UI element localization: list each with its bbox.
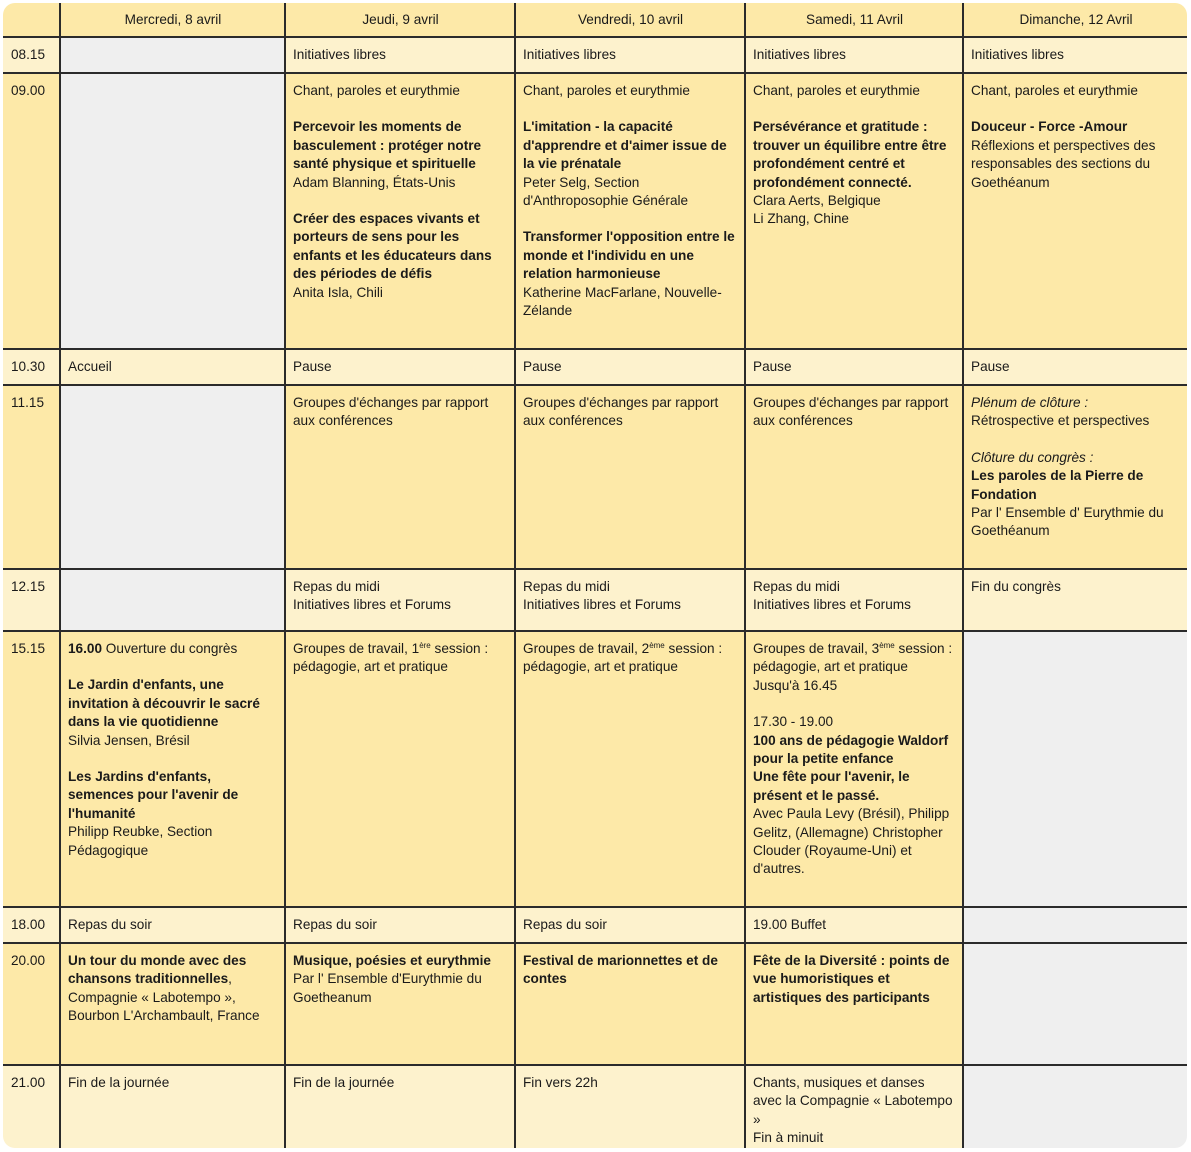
schedule-cell xyxy=(60,631,285,907)
schedule-cell: Groupes d'échanges par rapport aux conférences xyxy=(285,385,515,569)
schedule-cell: Fin vers 22h xyxy=(515,1065,745,1148)
empty-cell xyxy=(963,943,1187,1065)
end-time: Fin à minuit xyxy=(753,1130,824,1146)
speaker: Adam Blanning, États-Unis xyxy=(293,174,456,190)
schedule-cell xyxy=(963,73,1187,349)
schedule-cell: Repas du soir xyxy=(60,907,285,943)
session-title: Chant, paroles et eurythmie xyxy=(293,83,460,98)
empty-cell xyxy=(60,73,285,349)
event-title: Un tour du monde avec des chansons traditionnelles xyxy=(68,953,247,987)
empty-cell xyxy=(963,1065,1187,1148)
lecture-title: Créer des espaces vivants et porteurs de sens pour les enfants et les éducateurs dans des périodes de défis xyxy=(293,211,492,282)
workgroup-label: Groupes de travail, 1 xyxy=(293,641,420,656)
session-description: Rétrospective et perspectives xyxy=(971,413,1150,429)
lecture-title: Le Jardin d'enfants, une invitation à découvrir le sacré dans la vie quotidienne xyxy=(68,677,260,730)
speaker: Silvia Jensen, Brésil xyxy=(68,732,190,748)
time-cell: 12.15 xyxy=(3,569,60,631)
schedule-frame xyxy=(3,3,1187,1148)
event-title: Chants, musiques et danses avec la Compagnie « Labotempo » xyxy=(753,1075,953,1127)
table-row xyxy=(3,569,1187,631)
speaker: Li Zhang, Chine xyxy=(753,211,849,227)
performer: Par l' Ensemble d' Eurythmie du Goethéanum xyxy=(971,505,1164,539)
event-subtitle: Une fête pour l'avenir, le présent et le passé. xyxy=(753,769,910,803)
session-title: Chant, paroles et eurythmie xyxy=(523,83,690,98)
schedule-cell: Fin du congrès xyxy=(963,569,1187,631)
time-cell: 18.00 xyxy=(3,907,60,943)
time-cell: 20.00 xyxy=(3,943,60,1065)
event-title: Festival de marionnettes et de contes xyxy=(523,953,718,987)
ordinal-suffix: ème xyxy=(649,641,665,650)
session-label: Plénum de clôture : xyxy=(971,395,1089,410)
session-label: Clôture du congrès : xyxy=(971,449,1094,465)
cell-line: Repas du midi xyxy=(523,579,610,594)
workgroup-label: session : pédagogie, art et pratique xyxy=(293,641,489,675)
workgroup-label: session : pédagogie, art et pratique xyxy=(753,641,953,675)
speaker: Réflexions et perspectives des responsables des sections du Goethéanum xyxy=(971,137,1156,190)
header-row xyxy=(3,3,1187,37)
speaker: Anita Isla, Chili xyxy=(293,284,383,300)
empty-cell xyxy=(963,631,1187,907)
session-title: Chant, paroles et eurythmie xyxy=(753,83,920,98)
schedule-cell: Initiatives libres xyxy=(515,37,745,73)
lecture-title: Transformer l'opposition entre le monde et l'individu en une relation harmonieuse xyxy=(523,229,735,282)
schedule-cell: Initiatives libres xyxy=(745,37,963,73)
day-header-wednesday: Mercredi, 8 avril xyxy=(60,3,285,37)
performer: Par l' Ensemble d'Eurythmie du Goetheanum xyxy=(293,971,482,1005)
time-cell: 11.15 xyxy=(3,385,60,569)
schedule-cell xyxy=(745,631,963,907)
workgroup-label: Groupes de travail, 3 xyxy=(753,641,880,656)
schedule-cell: Initiatives libres xyxy=(285,37,515,73)
schedule-cell xyxy=(285,73,515,349)
empty-cell xyxy=(60,385,285,569)
cell-line: Initiatives libres et Forums xyxy=(753,597,911,613)
session-title: Chant, paroles et eurythmie xyxy=(971,83,1138,98)
schedule-cell: Fin de la journée xyxy=(60,1065,285,1148)
cell-line: Initiatives libres et Forums xyxy=(523,597,681,613)
schedule-cell: Groupes d'échanges par rapport aux conférences xyxy=(515,385,745,569)
schedule-cell: Accueil xyxy=(60,349,285,385)
schedule-cell: Repas du soir xyxy=(515,907,745,943)
table-row xyxy=(3,1065,1187,1148)
participants: Avec Paula Levy (Brésil), Philipp Gelitz, (Allemagne) Christopher Clouder (Royaume-Uni) et d'autres. xyxy=(753,806,950,877)
lecture-title: Douceur - Force -Amour xyxy=(971,119,1128,135)
schedule-cell xyxy=(60,943,285,1065)
event-title: Fête de la Diversité : points de vue humoristiques et artistiques des participants xyxy=(753,953,950,1005)
empty-cell xyxy=(963,907,1187,943)
schedule-cell: Groupes d'échanges par rapport aux conférences xyxy=(745,385,963,569)
lecture-title: L'imitation - la capacité d'apprendre et d'aimer issue de la vie prénatale xyxy=(523,119,727,172)
start-time: 16.00 xyxy=(68,641,103,656)
time-cell: 21.00 xyxy=(3,1065,60,1148)
table-row xyxy=(3,907,1187,943)
cell-line: Repas du midi xyxy=(753,579,840,594)
schedule-cell xyxy=(515,569,745,631)
table-row xyxy=(3,73,1187,349)
table-row xyxy=(3,631,1187,907)
speaker: Katherine MacFarlane, Nouvelle-Zélande xyxy=(523,284,722,319)
day-header-saturday: Samedi, 11 Avril xyxy=(745,3,963,37)
speaker: Philipp Reubke, Section Pédagogique xyxy=(68,824,213,858)
schedule-cell: Pause xyxy=(515,349,745,385)
table-row xyxy=(3,943,1187,1065)
schedule-cell xyxy=(745,943,963,1065)
cell-line: Initiatives libres et Forums xyxy=(293,597,451,613)
header-corner xyxy=(3,3,60,37)
time-cell: 08.15 xyxy=(3,37,60,73)
opening-label: Ouverture du congrès xyxy=(102,641,238,656)
lecture-title: Persévérance et gratitude : trouver un équilibre entre être profondément centré et profondément connecté. xyxy=(753,119,947,190)
time-cell: 09.00 xyxy=(3,73,60,349)
event-title: Musique, poésies et eurythmie xyxy=(293,953,491,968)
time-cell: 10.30 xyxy=(3,349,60,385)
schedule-cell xyxy=(285,569,515,631)
time-range: 17.30 - 19.00 xyxy=(753,714,834,730)
workgroup-label: session : pédagogie, art et pratique xyxy=(523,641,723,675)
schedule-cell xyxy=(515,631,745,907)
schedule-cell: Pause xyxy=(745,349,963,385)
cell-line: Repas du midi xyxy=(293,579,380,594)
day-header-friday: Vendredi, 10 avril xyxy=(515,3,745,37)
until-time: Jusqu'à 16.45 xyxy=(753,677,838,693)
speaker: Peter Selg, Section d'Anthroposophie Générale xyxy=(523,174,689,209)
table-row xyxy=(3,37,1187,73)
schedule-cell xyxy=(963,385,1187,569)
schedule-cell xyxy=(745,73,963,349)
ordinal-suffix: ère xyxy=(419,641,431,650)
schedule-cell xyxy=(515,943,745,1065)
event-title: 100 ans de pédagogie Waldorf pour la petite enfance xyxy=(753,732,949,767)
empty-cell xyxy=(60,569,285,631)
workgroup-label: Groupes de travail, 2 xyxy=(523,641,650,656)
session-title: Les paroles de la Pierre de Fondation xyxy=(971,468,1144,502)
table-row xyxy=(3,385,1187,569)
schedule-cell xyxy=(285,631,515,907)
table-row xyxy=(3,349,1187,385)
performer: Compagnie « Labotempo », Bourbon L'Archambault, France xyxy=(68,989,260,1024)
schedule-cell xyxy=(745,1065,963,1148)
schedule-cell xyxy=(745,569,963,631)
schedule-cell xyxy=(515,73,745,349)
lecture-title: Percevoir les moments de basculement : protéger notre santé physique et spirituelle xyxy=(293,119,482,172)
time-cell: 15.15 xyxy=(3,631,60,907)
schedule-cell: Pause xyxy=(963,349,1187,385)
schedule-cell: 19.00 Buffet xyxy=(745,907,963,943)
schedule-cell: Initiatives libres xyxy=(963,37,1187,73)
schedule-cell: Fin de la journée xyxy=(285,1065,515,1148)
schedule-cell: Pause xyxy=(285,349,515,385)
punctuation: , xyxy=(228,971,232,987)
schedule-cell: Repas du soir xyxy=(285,907,515,943)
speaker: Clara Aerts, Belgique xyxy=(753,193,881,209)
day-header-thursday: Jeudi, 9 avril xyxy=(285,3,515,37)
schedule-cell xyxy=(285,943,515,1065)
day-header-sunday: Dimanche, 12 Avril xyxy=(963,3,1187,37)
schedule-table xyxy=(3,3,1187,1148)
ordinal-suffix: ème xyxy=(879,641,895,650)
empty-cell xyxy=(60,37,285,73)
lecture-title: Les Jardins d'enfants, semences pour l'avenir de l'humanité xyxy=(68,769,239,821)
